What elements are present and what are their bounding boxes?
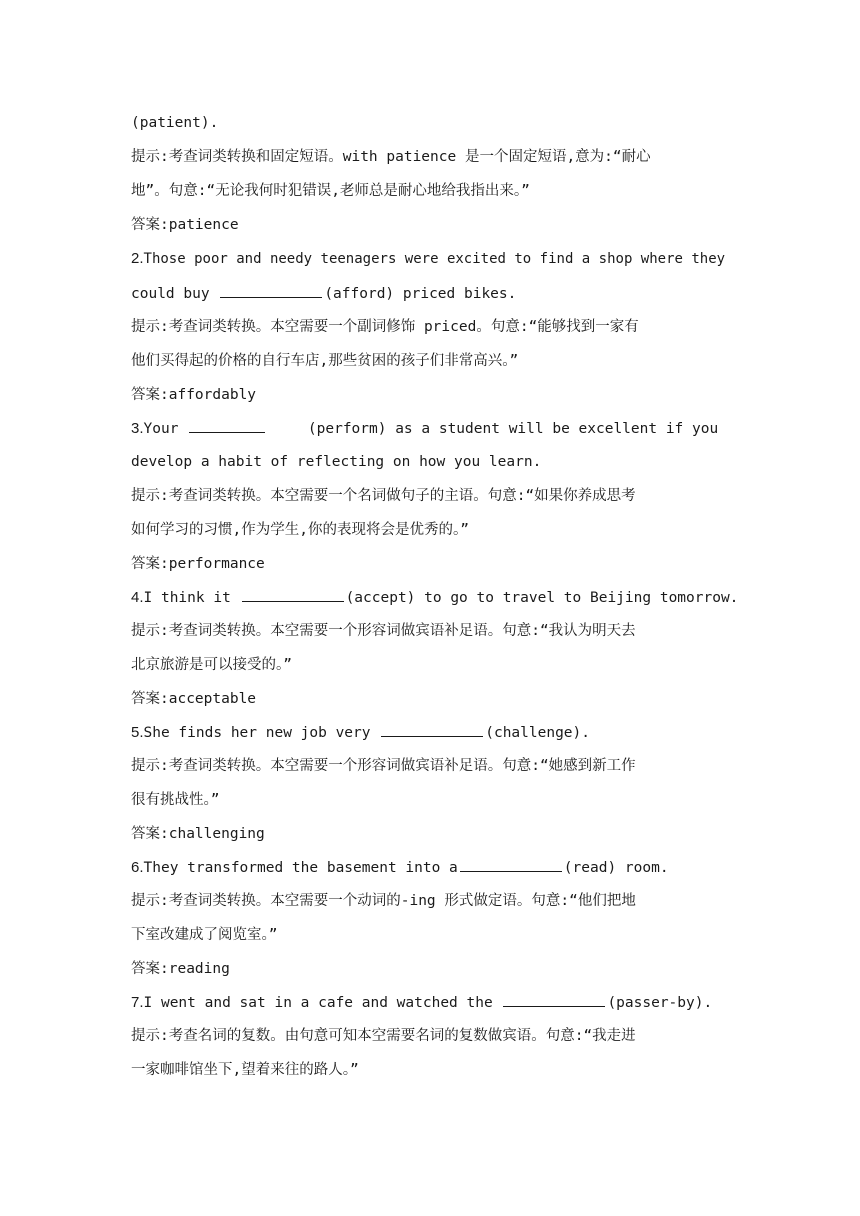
answer-line — [131, 385, 731, 405]
text-line — [131, 113, 731, 133]
q5-hint-1: 提示:考查词类转换。本空需要一个形容词做宾语补足语。句意:“她感到新工作 — [131, 758, 636, 774]
q6-hint-2: 下室改建成了阅览室。” — [131, 927, 278, 943]
hint-line — [131, 655, 731, 675]
answer-line — [131, 554, 731, 574]
question-line — [131, 452, 731, 472]
hint-line — [131, 486, 731, 506]
hint-line — [131, 351, 731, 371]
answer-blank[interactable] — [460, 857, 562, 872]
question-number: 5. — [131, 724, 144, 741]
q2-text-2b: (afford) priced bikes. — [324, 286, 517, 302]
hint-line — [131, 317, 731, 337]
hint-line — [131, 925, 731, 945]
hint-line — [131, 790, 731, 810]
q3-text-1b: (perform) as a student will be excellent if you — [307, 421, 719, 437]
q6-text-b: (read) room. — [563, 860, 669, 876]
question-line — [131, 992, 731, 1013]
q7-hint-2: 一家咖啡馆坐下,望着来往的路人。” — [131, 1062, 359, 1078]
answer-line — [131, 824, 731, 844]
answer-blank[interactable] — [503, 992, 605, 1007]
question-line — [131, 283, 731, 304]
q2-text-2a: could buy — [131, 286, 210, 302]
answer-blank[interactable] — [381, 722, 483, 737]
hint-line — [131, 1026, 731, 1046]
question-line — [131, 857, 731, 878]
answer-blank[interactable] — [220, 283, 322, 298]
q2-hint-2: 他们买得起的价格的自行车店,那些贫困的孩子们非常高兴。” — [131, 353, 519, 369]
q1-hint-2: 地”。句意:“无论我何时犯错误,老师总是耐心地给我指出来。” — [131, 183, 530, 199]
q6-hint-1: 提示:考查词类转换。本空需要一个动词的-ing 形式做定语。句意:“他们把地 — [131, 893, 636, 909]
q4-text-b: (accept) to go to travel to Beijing tomorrow. — [345, 590, 739, 606]
q4-answer: 答案:acceptable — [131, 691, 257, 707]
question-line — [131, 587, 739, 608]
answer-line — [131, 215, 731, 235]
q7-hint-1: 提示:考查名词的复数。由句意可知本空需要名词的复数做宾语。句意:“我走进 — [131, 1028, 636, 1044]
q6-text-a: They transformed the basement into a — [143, 860, 458, 876]
q3-text-1a: Your — [143, 421, 179, 437]
hint-line — [131, 756, 731, 776]
q1-answer: 答案:patience — [131, 217, 239, 233]
question-number: 2. — [131, 250, 144, 267]
hint-line — [131, 520, 731, 540]
answer-blank[interactable] — [242, 587, 344, 602]
question-line — [131, 418, 731, 439]
q1-hint-1: 提示:考查词类转换和固定短语。with patience 是一个固定短语,意为:“耐心 — [131, 149, 651, 165]
hint-line — [131, 1060, 731, 1080]
answer-blank[interactable] — [189, 418, 265, 433]
q5-answer: 答案:challenging — [131, 826, 265, 842]
q1-tail: (patient). — [131, 115, 219, 131]
question-number: 4. — [131, 589, 144, 606]
q5-text-a: She finds her new job very — [143, 725, 371, 741]
answer-line — [131, 959, 731, 979]
q3-hint-2: 如何学习的习惯,作为学生,你的表现将会是优秀的。” — [131, 522, 469, 538]
q3-text-2: develop a habit of reflecting on how you learn. — [131, 454, 542, 470]
q4-hint-1: 提示:考查词类转换。本空需要一个形容词做宾语补足语。句意:“我认为明天去 — [131, 623, 636, 639]
hint-line — [131, 181, 731, 201]
q5-text-b: (challenge). — [485, 725, 590, 741]
q5-hint-2: 很有挑战性。” — [131, 792, 220, 808]
q3-hint-1: 提示:考查词类转换。本空需要一个名词做句子的主语。句意:“如果你养成思考 — [131, 488, 636, 504]
q4-text-a: I think it — [143, 590, 231, 606]
question-number: 3. — [131, 420, 144, 437]
hint-line — [131, 891, 731, 911]
question-number: 6. — [131, 859, 144, 876]
q7-text-a: I went and sat in a cafe and watched the — [143, 995, 493, 1011]
hint-line — [131, 147, 731, 167]
q3-answer: 答案:performance — [131, 556, 265, 572]
question-line — [131, 249, 731, 269]
q4-hint-2: 北京旅游是可以接受的。” — [131, 657, 292, 673]
hint-line — [131, 621, 731, 641]
answer-line — [131, 689, 731, 709]
q2-text-1: Those poor and needy teenagers were excited to find a shop where they — [143, 251, 726, 267]
question-line — [131, 722, 731, 743]
q2-hint-1: 提示:考查词类转换。本空需要一个副词修饰 priced。句意:“能够找到一家有 — [131, 319, 639, 335]
question-number: 7. — [131, 994, 144, 1011]
q7-text-b: (passer-by). — [607, 995, 713, 1011]
q2-answer: 答案:affordably — [131, 387, 257, 403]
q6-answer: 答案:reading — [131, 961, 230, 977]
